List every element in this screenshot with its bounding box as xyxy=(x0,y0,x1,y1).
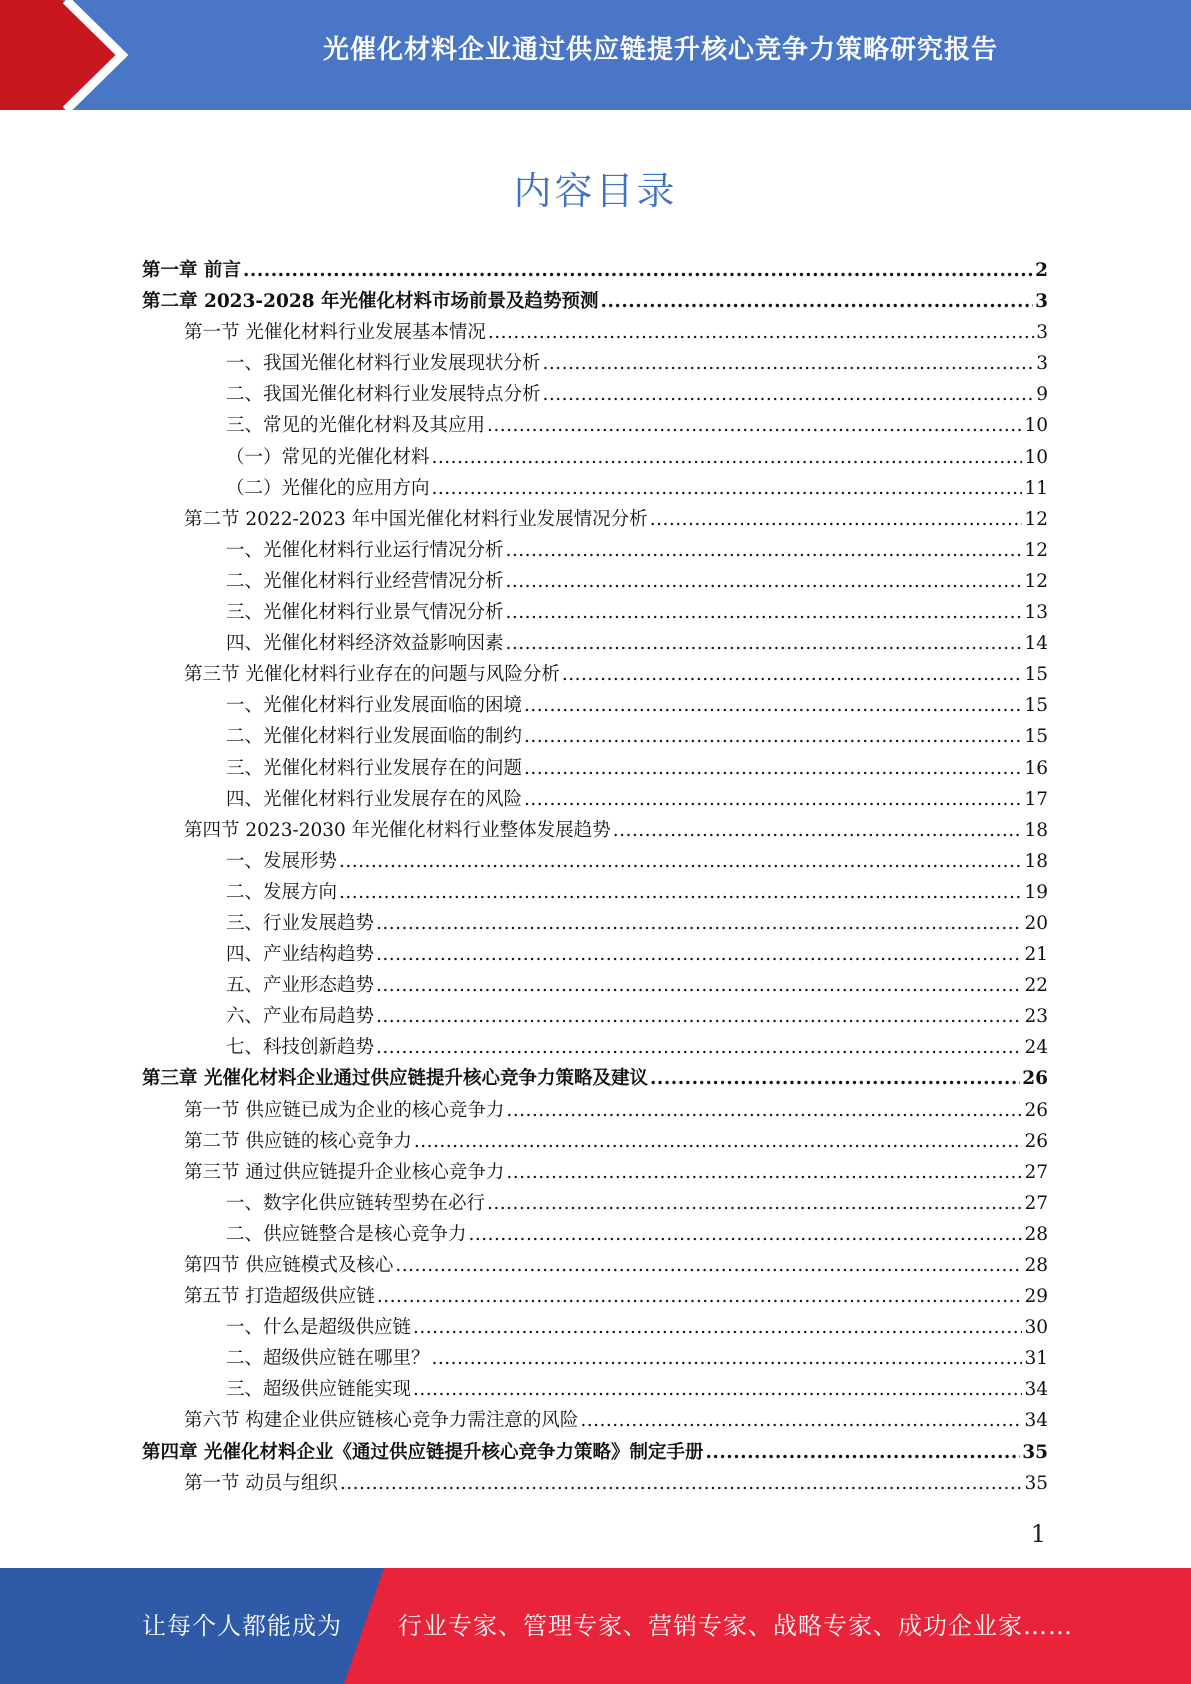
table-of-contents xyxy=(142,255,1048,1499)
toc-dot-leader xyxy=(376,970,1022,1001)
page-number: 1 xyxy=(1030,1520,1046,1548)
toc-entry-label: 第二章 2023-2028 年光催化材料市场前景及趋势预测 xyxy=(142,291,599,313)
toc-entry[interactable] xyxy=(142,1312,1048,1343)
toc-entry-page: 34 xyxy=(1024,1410,1048,1432)
toc-dot-leader xyxy=(705,1437,1020,1468)
toc-entry[interactable] xyxy=(142,939,1048,970)
toc-entry[interactable] xyxy=(142,1063,1048,1094)
toc-dot-leader xyxy=(395,1250,1022,1281)
toc-dot-leader xyxy=(562,659,1023,690)
toc-entry-page: 15 xyxy=(1024,726,1048,748)
toc-entry-label: 四、光催化材料经济效益影响因素 xyxy=(226,633,504,655)
toc-entry-label: 一、我国光催化材料行业发展现状分析 xyxy=(226,353,541,375)
toc-entry-label: 一、光催化材料行业运行情况分析 xyxy=(226,539,504,561)
toc-entry-page: 23 xyxy=(1024,1006,1048,1028)
toc-entry[interactable] xyxy=(142,1001,1048,1032)
toc-entry-label: 三、常见的光催化材料及其应用 xyxy=(226,415,486,437)
toc-dot-leader xyxy=(376,1001,1022,1032)
toc-dot-leader xyxy=(524,753,1022,784)
toc-entry-page: 24 xyxy=(1024,1037,1048,1059)
toc-entry[interactable] xyxy=(142,1374,1048,1405)
toc-dot-leader xyxy=(243,255,1033,286)
toc-entry-label: 第一节 供应链已成为企业的核心竞争力 xyxy=(184,1099,505,1121)
toc-entry-page: 26 xyxy=(1024,1099,1048,1121)
toc-entry-page: 19 xyxy=(1024,881,1048,903)
toc-dot-leader xyxy=(413,1312,1022,1343)
toc-dot-leader xyxy=(524,721,1022,752)
toc-entry-label: 第一节 动员与组织 xyxy=(184,1472,338,1494)
toc-dot-leader xyxy=(543,348,1035,379)
toc-dot-leader xyxy=(339,846,1022,877)
toc-dot-leader xyxy=(543,379,1035,410)
toc-dot-leader xyxy=(580,1405,1022,1436)
toc-entry-label: 一、什么是超级供应链 xyxy=(226,1317,412,1339)
toc-dot-leader xyxy=(506,597,1023,628)
toc-entry-page: 13 xyxy=(1024,602,1048,624)
toc-entry-label: （一）常见的光催化材料 xyxy=(226,446,430,468)
toc-entry-page: 3 xyxy=(1036,353,1048,375)
page-footer xyxy=(0,1568,1191,1684)
toc-entry-label: 一、光催化材料行业发展面临的困境 xyxy=(226,695,523,717)
toc-entry[interactable] xyxy=(142,877,1048,908)
toc-entry-page: 35 xyxy=(1022,1441,1048,1463)
toc-entry-page: 12 xyxy=(1024,508,1048,530)
toc-entry-label: 二、供应链整合是核心竞争力 xyxy=(226,1223,467,1245)
toc-entry-page: 26 xyxy=(1022,1068,1048,1090)
toc-dot-leader xyxy=(487,1188,1022,1219)
toc-dot-leader xyxy=(524,784,1022,815)
toc-entry-label: 第三章 光催化材料企业通过供应链提升核心竞争力策略及建议 xyxy=(142,1068,648,1090)
toc-entry-page: 16 xyxy=(1024,757,1048,779)
toc-entry-label: 第二节 供应链的核心竞争力 xyxy=(184,1130,412,1152)
toc-entry[interactable] xyxy=(142,721,1048,752)
toc-entry-page: 9 xyxy=(1036,384,1048,406)
toc-entry[interactable] xyxy=(142,1188,1048,1219)
toc-entry-page: 34 xyxy=(1024,1379,1048,1401)
toc-entry[interactable] xyxy=(142,286,1048,317)
toc-entry[interactable] xyxy=(142,597,1048,628)
toc-entry-page: 12 xyxy=(1024,539,1048,561)
toc-entry-page: 28 xyxy=(1024,1223,1048,1245)
toc-entry-label: 四、光催化材料行业发展存在的风险 xyxy=(226,788,523,810)
toc-entry-label: 第三节 通过供应链提升企业核心竞争力 xyxy=(184,1161,505,1183)
toc-entry-label: 二、超级供应链在哪里？ xyxy=(226,1348,430,1370)
toc-entry[interactable] xyxy=(142,317,1048,348)
page-header xyxy=(0,0,1191,110)
toc-dot-leader xyxy=(339,877,1022,908)
toc-dot-leader xyxy=(506,1095,1022,1126)
toc-dot-leader xyxy=(613,815,1023,846)
toc-entry-label: 五、产业形态趋势 xyxy=(226,975,375,997)
toc-entry[interactable] xyxy=(142,753,1048,784)
toc-entry[interactable] xyxy=(142,628,1048,659)
toc-entry-label: 七、科技创新趋势 xyxy=(226,1037,375,1059)
toc-entry[interactable] xyxy=(142,1250,1048,1281)
toc-entry[interactable] xyxy=(142,473,1048,504)
toc-dot-leader xyxy=(506,535,1023,566)
toc-entry-page: 11 xyxy=(1024,477,1048,499)
toc-entry-label: 二、光催化材料行业发展面临的制约 xyxy=(226,726,523,748)
toc-entry[interactable] xyxy=(142,535,1048,566)
toc-dot-leader xyxy=(469,1219,1023,1250)
toc-entry[interactable] xyxy=(142,504,1048,535)
toc-entry[interactable] xyxy=(142,1468,1048,1499)
toc-entry[interactable] xyxy=(142,1126,1048,1157)
toc-entry-page: 20 xyxy=(1024,912,1048,934)
toc-entry-page: 28 xyxy=(1024,1255,1048,1276)
toc-entry-label: 三、光催化材料行业发展存在的问题 xyxy=(226,757,523,779)
toc-entry-page: 18 xyxy=(1024,850,1048,872)
toc-entry-label: 第五节 打造超级供应链 xyxy=(184,1286,375,1308)
toc-entry-page: 35 xyxy=(1024,1472,1048,1494)
toc-entry-label: 二、发展方向 xyxy=(226,881,338,903)
toc-entry[interactable] xyxy=(142,1095,1048,1126)
toc-entry[interactable] xyxy=(142,566,1048,597)
toc-entry-page: 18 xyxy=(1024,819,1048,841)
toc-entry-label: 四、产业结构趋势 xyxy=(226,944,375,966)
footer-slogan-left: 让每个人都能成为 xyxy=(142,1612,342,1640)
toc-entry-page: 26 xyxy=(1024,1130,1048,1152)
toc-entry-label: 第四节 供应链模式及核心 xyxy=(184,1255,394,1276)
toc-entry[interactable] xyxy=(142,908,1048,939)
toc-entry-page: 27 xyxy=(1024,1192,1048,1214)
toc-entry-label: 一、数字化供应链转型势在必行 xyxy=(226,1192,486,1214)
toc-dot-leader xyxy=(487,410,1022,441)
toc-entry-label: 三、超级供应链能实现 xyxy=(226,1379,412,1401)
toc-entry-label: 二、我国光催化材料行业发展特点分析 xyxy=(226,384,541,406)
toc-entry-label: 二、光催化材料行业经营情况分析 xyxy=(226,570,504,592)
toc-entry-page: 12 xyxy=(1024,570,1048,592)
toc-dot-leader xyxy=(376,939,1022,970)
toc-entry-page: 22 xyxy=(1024,975,1048,997)
toc-entry-page: 21 xyxy=(1024,944,1048,966)
toc-entry-page: 3 xyxy=(1035,291,1048,313)
toc-entry-page: 30 xyxy=(1024,1317,1048,1339)
toc-entry-page: 3 xyxy=(1036,322,1048,344)
toc-entry[interactable] xyxy=(142,815,1048,846)
toc-entry[interactable] xyxy=(142,1405,1048,1436)
toc-entry[interactable] xyxy=(142,348,1048,379)
toc-dot-leader xyxy=(340,1468,1023,1499)
toc-entry[interactable] xyxy=(142,442,1048,473)
toc-dot-leader xyxy=(506,1157,1022,1188)
toc-dot-leader xyxy=(601,286,1034,317)
toc-heading: 内容目录 xyxy=(513,169,678,213)
toc-dot-leader xyxy=(376,908,1022,939)
toc-dot-leader xyxy=(650,1063,1020,1094)
toc-dot-leader xyxy=(432,1343,1023,1374)
toc-dot-leader xyxy=(524,690,1022,721)
toc-entry[interactable] xyxy=(142,1343,1048,1374)
toc-entry[interactable] xyxy=(142,1219,1048,1250)
toc-entry-label: 第四章 光催化材料企业《通过供应链提升核心竞争力策略》制定手册 xyxy=(142,1441,704,1463)
report-title: 光催化材料企业通过供应链提升核心竞争力策略研究报告 xyxy=(322,35,998,65)
toc-dot-leader xyxy=(376,1032,1022,1063)
toc-entry[interactable] xyxy=(142,255,1048,286)
toc-entry[interactable] xyxy=(142,410,1048,441)
toc-dot-leader xyxy=(414,1126,1023,1157)
toc-entry[interactable] xyxy=(142,846,1048,877)
toc-entry-label: 第四节 2023-2030 年光催化材料行业整体发展趋势 xyxy=(184,819,611,841)
toc-dot-leader xyxy=(432,473,1023,504)
toc-entry-page: 10 xyxy=(1024,415,1048,437)
toc-entry-page: 29 xyxy=(1024,1286,1048,1308)
toc-dot-leader xyxy=(413,1374,1022,1405)
toc-entry[interactable] xyxy=(142,379,1048,410)
toc-dot-leader xyxy=(377,1281,1023,1312)
toc-entry-label: 第二节 2022-2023 年中国光催化材料行业发展情况分析 xyxy=(184,508,648,530)
toc-entry-label: 第一节 光催化材料行业发展基本情况 xyxy=(184,322,486,344)
toc-entry-label: 第一章 前言 xyxy=(142,260,241,281)
toc-entry-label: 三、行业发展趋势 xyxy=(226,912,375,934)
toc-entry[interactable] xyxy=(142,784,1048,815)
toc-entry-page: 2 xyxy=(1035,260,1048,281)
toc-dot-leader xyxy=(488,317,1034,348)
toc-entry-page: 15 xyxy=(1024,664,1048,686)
toc-entry[interactable] xyxy=(142,1281,1048,1312)
toc-entry[interactable] xyxy=(142,690,1048,721)
toc-entry[interactable] xyxy=(142,1157,1048,1188)
toc-dot-leader xyxy=(506,566,1023,597)
toc-entry[interactable] xyxy=(142,970,1048,1001)
toc-entry[interactable] xyxy=(142,659,1048,690)
toc-dot-leader xyxy=(650,504,1023,535)
toc-entry-label: 三、光催化材料行业景气情况分析 xyxy=(226,602,504,624)
toc-entry-label: 第六节 构建企业供应链核心竞争力需注意的风险 xyxy=(184,1410,579,1432)
toc-entry-page: 31 xyxy=(1024,1348,1048,1370)
toc-entry-page: 14 xyxy=(1024,633,1048,655)
toc-entry-page: 17 xyxy=(1024,788,1048,810)
toc-dot-leader xyxy=(506,628,1023,659)
toc-entry[interactable] xyxy=(142,1032,1048,1063)
toc-entry-page: 10 xyxy=(1024,446,1048,468)
toc-entry[interactable] xyxy=(142,1437,1048,1468)
toc-entry-page: 27 xyxy=(1024,1161,1048,1183)
toc-entry-label: （二）光催化的应用方向 xyxy=(226,477,430,499)
toc-entry-label: 一、发展形势 xyxy=(226,850,338,872)
toc-entry-label: 第三节 光催化材料行业存在的问题与风险分析 xyxy=(184,664,560,686)
toc-entry-label: 六、产业布局趋势 xyxy=(226,1006,375,1028)
footer-slogan-right: 行业专家、管理专家、营销专家、战略专家、成功企业家…… xyxy=(398,1612,1073,1640)
toc-dot-leader xyxy=(432,442,1023,473)
toc-entry-page: 15 xyxy=(1024,695,1048,717)
